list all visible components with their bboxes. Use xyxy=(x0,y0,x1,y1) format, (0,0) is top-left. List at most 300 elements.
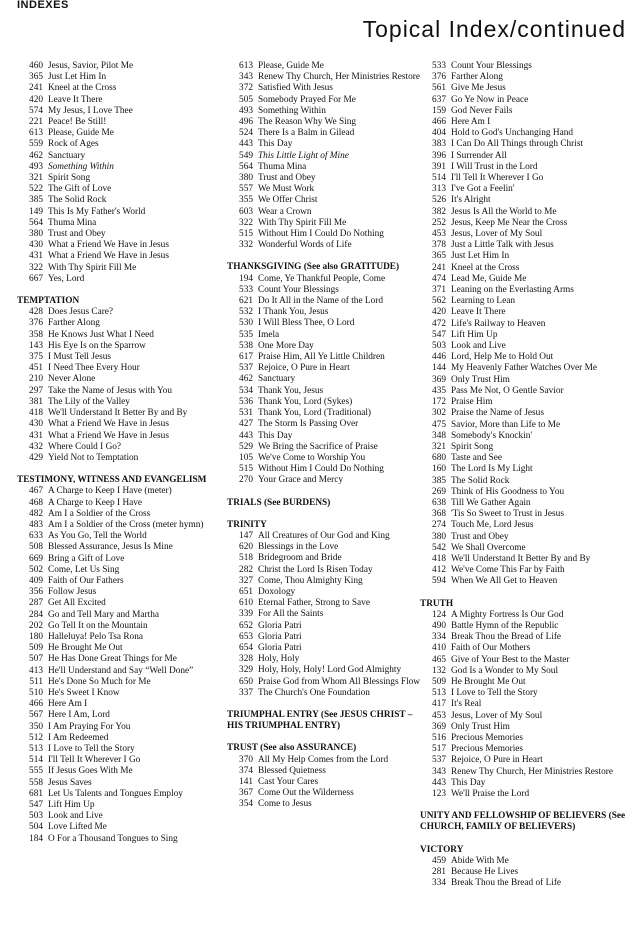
hymn-number: 511 xyxy=(29,676,43,687)
hymn-title: Savior, More than Life to Me xyxy=(451,419,561,430)
index-entry xyxy=(17,307,227,318)
index-entry xyxy=(227,453,420,464)
hymn-title: Trust and Obey xyxy=(258,173,316,184)
hymn-number: 466 xyxy=(432,117,446,128)
index-entry xyxy=(227,621,420,632)
hymn-title: I Am Praying For You xyxy=(48,721,131,732)
index-entry xyxy=(227,330,420,341)
hymn-title: Where Could I Go? xyxy=(48,441,122,452)
index-entry xyxy=(227,61,420,72)
hymn-title: We'll Praise the Lord xyxy=(451,789,530,799)
hymn-title: The Reason Why We Sing xyxy=(258,117,357,128)
index-entry xyxy=(17,139,227,150)
hymn-number: 669 xyxy=(29,553,43,564)
index-entry xyxy=(17,722,227,733)
hymn-number: 427 xyxy=(239,419,253,430)
hymn-title: Faith of Our Mothers xyxy=(451,643,531,654)
index-entry xyxy=(227,587,420,598)
index-entry xyxy=(17,766,227,777)
hymn-title: Peace! Be Still! xyxy=(48,117,107,128)
hymn-number: 507 xyxy=(29,654,43,665)
section-heading: TRIALS (See BURDENS) xyxy=(227,497,331,508)
hymn-title: The Storm Is Passing Over xyxy=(258,419,359,430)
hymn-title: Blessed Quietness xyxy=(258,765,326,776)
index-entry xyxy=(17,598,227,609)
hymn-number: 504 xyxy=(29,822,43,833)
hymn-number: 650 xyxy=(239,676,253,687)
index-entry xyxy=(420,420,627,431)
hymn-title: Lift Him Up xyxy=(451,329,498,340)
index-entry xyxy=(420,655,627,666)
hymn-title: We'll Understand It Better By and By xyxy=(451,553,591,564)
hymn-title: He Brought Me Out xyxy=(451,676,526,687)
hymn-title: As You Go, Tell the World xyxy=(48,531,147,542)
hymn-title: Blessings in the Love xyxy=(258,542,339,553)
index-entry xyxy=(420,397,627,408)
hymn-title: Leave It There xyxy=(451,307,506,318)
hymn-title: Yes, Lord xyxy=(48,273,85,284)
hymn-title: We've Come This Far by Faith xyxy=(451,565,565,576)
hymn-title: This Little Light of Mine xyxy=(258,150,349,161)
hymn-title: Touch Me, Lord Jesus xyxy=(451,520,534,531)
section-heading: VICTORY xyxy=(420,844,464,855)
hymn-title: The Lord Is My Light xyxy=(451,464,533,475)
hymn-title: Holy, Holy, Holy! Lord God Almighty xyxy=(258,665,402,676)
hymn-title: Kneel at the Cross xyxy=(451,262,520,273)
hymn-number: 132 xyxy=(432,665,446,676)
index-entry xyxy=(227,117,420,128)
index-entry xyxy=(17,184,227,195)
hymn-number: 617 xyxy=(239,352,253,363)
hymn-number: 149 xyxy=(29,206,43,217)
hymn-number: 536 xyxy=(239,396,253,407)
hymn-number: 380 xyxy=(432,531,446,542)
hymn-title: Trust and Obey xyxy=(451,531,509,542)
section-heading: TEMPTATION xyxy=(17,296,80,307)
index-entry xyxy=(420,867,627,878)
index-entry xyxy=(227,128,420,139)
index-entry xyxy=(17,744,227,755)
hymn-number: 574 xyxy=(29,105,43,116)
index-entry xyxy=(17,666,227,677)
index-entry xyxy=(17,778,227,789)
hymn-number: 367 xyxy=(239,788,253,799)
hymn-number: 530 xyxy=(239,318,253,329)
hymn-number: 561 xyxy=(432,83,446,94)
hymn-title: Praise the Name of Jesus xyxy=(451,408,544,419)
hymn-number: 105 xyxy=(239,452,253,463)
hymn-number: 667 xyxy=(29,273,43,284)
hymn-number: 505 xyxy=(239,94,253,105)
index-entry xyxy=(420,621,627,632)
hymn-title: Trust and Obey xyxy=(48,229,106,240)
index-entry xyxy=(227,195,420,206)
index-entry xyxy=(17,263,227,274)
index-entry xyxy=(420,677,627,688)
hymn-number: 372 xyxy=(239,83,253,94)
hymn-number: 460 xyxy=(29,61,43,71)
hymn-number: 365 xyxy=(432,251,446,262)
index-entry xyxy=(17,453,227,464)
index-entry xyxy=(17,72,227,83)
index-entry xyxy=(227,677,420,688)
hymn-number: 417 xyxy=(432,699,446,710)
section-heading: TRINITY xyxy=(227,519,267,530)
index-entry xyxy=(17,352,227,363)
hymn-number: 513 xyxy=(432,688,446,699)
hymn-title: Leave It There xyxy=(48,94,103,105)
index-entry xyxy=(420,162,627,173)
index-entry xyxy=(227,173,420,184)
hymn-title: Thuma Mina xyxy=(258,161,307,172)
hymn-number: 515 xyxy=(239,464,253,475)
index-entry xyxy=(17,128,227,139)
index-entry xyxy=(420,699,627,710)
index-entry xyxy=(17,151,227,162)
hymn-title: Love Lifted Me xyxy=(48,822,107,833)
hymn-title: Come, Let Us Sing xyxy=(48,564,120,575)
hymn-number: 465 xyxy=(432,654,446,665)
hymn-number: 370 xyxy=(239,754,253,765)
hymn-title: Imela xyxy=(258,329,280,340)
hymn-title: Faith of Our Fathers xyxy=(48,575,124,586)
hymn-number: 418 xyxy=(432,553,446,564)
index-entry xyxy=(17,621,227,632)
hymn-number: 410 xyxy=(432,643,446,654)
hymn-title: Come, Ye Thankful People, Come xyxy=(258,273,386,284)
hymn-title: Just Let Him In xyxy=(48,72,107,83)
hymn-number: 172 xyxy=(432,397,446,408)
index-entry xyxy=(227,442,420,453)
hymn-number: 418 xyxy=(29,408,43,419)
hymn-number: 613 xyxy=(29,128,43,139)
hymn-number: 274 xyxy=(432,520,446,531)
hymn-number: 380 xyxy=(239,173,253,184)
hymn-title: Doxology xyxy=(258,586,296,597)
hymn-number: 547 xyxy=(29,800,43,810)
index-entry xyxy=(420,151,627,162)
index-entry xyxy=(17,610,227,621)
hymn-number: 365 xyxy=(29,72,43,83)
hymn-title: Count Your Blessings xyxy=(451,61,532,71)
index-entry xyxy=(227,788,420,799)
index-entry xyxy=(17,330,227,341)
hymn-title: Something Within xyxy=(48,161,114,172)
index-entry xyxy=(227,218,420,229)
index-entry xyxy=(420,576,627,587)
hymn-number: 376 xyxy=(432,72,446,83)
hymn-number: 557 xyxy=(239,184,253,195)
index-entry xyxy=(420,554,627,565)
hymn-number: 428 xyxy=(29,307,43,318)
hymn-title: I'll Tell It Wherever I Go xyxy=(48,755,141,766)
index-entry xyxy=(227,229,420,240)
hymn-title: All Creatures of Our God and King xyxy=(258,530,390,541)
hymn-title: He Brought Me Out xyxy=(48,643,123,654)
hymn-title: Precious Memories xyxy=(451,732,524,743)
hymn-number: 382 xyxy=(432,206,446,217)
hymn-number: 380 xyxy=(29,229,43,240)
hymn-title: I Will Bless Thee, O Lord xyxy=(258,318,355,329)
index-entry xyxy=(227,565,420,576)
index-entry xyxy=(17,408,227,419)
index-entry xyxy=(420,666,627,677)
hymn-number: 374 xyxy=(239,765,253,776)
hymn-number: 533 xyxy=(239,284,253,295)
index-entry xyxy=(420,128,627,139)
hymn-number: 529 xyxy=(239,441,253,452)
index-entry xyxy=(17,643,227,654)
hymn-number: 496 xyxy=(239,117,253,128)
hymn-title: Thank You, Jesus xyxy=(258,385,324,396)
hymn-title: Something Within xyxy=(258,105,326,116)
index-entry xyxy=(420,610,627,621)
hymn-title: Hold to God's Unchanging Hand xyxy=(451,128,574,139)
hymn-title: A Charge to Keep I Have (meter) xyxy=(48,486,172,497)
index-entry xyxy=(227,162,420,173)
section-heading: TRIUMPHAL ENTRY (See JESUS CHRIST – HIS TRIUMPHAL ENTRY) xyxy=(227,709,413,732)
hymn-title: He's Sweet I Know xyxy=(48,687,120,698)
hymn-number: 350 xyxy=(29,721,43,732)
hymn-title: Thank You, Lord (Sykes) xyxy=(258,396,353,407)
index-entry xyxy=(420,195,627,206)
hymn-number: 321 xyxy=(432,441,446,452)
hymn-title: I Can Do All Things through Christ xyxy=(451,139,584,150)
index-entry xyxy=(420,711,627,722)
index-entry xyxy=(420,733,627,744)
hymn-title: This Day xyxy=(258,139,293,150)
hymn-number: 420 xyxy=(432,307,446,318)
hymn-number: 337 xyxy=(239,687,253,698)
index-entry xyxy=(227,632,420,643)
hymn-number: 474 xyxy=(432,273,446,284)
hymn-number: 564 xyxy=(239,161,253,172)
index-entry xyxy=(227,643,420,654)
hymn-title: Come to Jesus xyxy=(258,799,312,810)
index-entry xyxy=(420,464,627,475)
hymn-title: All My Help Comes from the Lord xyxy=(258,754,389,765)
hymn-title: His Eye Is on the Sparrow xyxy=(48,340,146,351)
hymn-number: 533 xyxy=(432,61,446,71)
index-entry xyxy=(17,509,227,520)
hymn-title: Please, Guide Me xyxy=(258,61,324,71)
hymn-title: Just Let Him In xyxy=(451,251,510,262)
hymn-number: 329 xyxy=(239,665,253,676)
index-entry xyxy=(420,755,627,766)
hymn-title: The Gift of Love xyxy=(48,184,112,195)
hymn-title: I Must Tell Jesus xyxy=(48,352,111,363)
index-entry xyxy=(17,207,227,218)
hymn-title: The Lily of the Valley xyxy=(48,396,130,407)
hymn-number: 652 xyxy=(239,620,253,631)
hymn-title: Jesus Is All the World to Me xyxy=(451,206,557,217)
hymn-number: 378 xyxy=(432,240,446,251)
hymn-title: Bridegroom and Bride xyxy=(258,553,342,564)
index-entry xyxy=(227,240,420,251)
hymn-title: I Need Thee Every Hour xyxy=(48,363,140,374)
hymn-number: 514 xyxy=(432,173,446,184)
index-entry xyxy=(420,72,627,83)
index-entry xyxy=(17,710,227,721)
hymn-title: Christ the Lord Is Risen Today xyxy=(258,564,373,575)
hymn-number: 284 xyxy=(29,609,43,620)
hymn-title: I Love to Tell the Story xyxy=(48,743,135,754)
hymn-title: One More Day xyxy=(258,340,314,351)
hymn-number: 321 xyxy=(29,173,43,184)
hymn-title: O For a Thousand Tongues to Sing xyxy=(48,833,178,844)
hymn-title: For All the Saints xyxy=(258,609,324,620)
index-entry xyxy=(17,755,227,766)
index-entry xyxy=(420,184,627,195)
hymn-number: 513 xyxy=(29,743,43,754)
index-entry xyxy=(17,699,227,710)
index-entry xyxy=(420,375,627,386)
hymn-number: 549 xyxy=(239,150,253,161)
hymn-number: 269 xyxy=(432,486,446,497)
hymn-title: 'Tis So Sweet to Trust in Jesus xyxy=(451,509,564,520)
hymn-number: 681 xyxy=(29,788,43,799)
hymn-number: 270 xyxy=(239,475,253,486)
hymn-title: Yield Not to Temptation xyxy=(48,452,139,463)
hymn-title: Lead Me, Guide Me xyxy=(451,273,527,284)
index-entry xyxy=(17,733,227,744)
index-entry xyxy=(17,486,227,497)
hymn-title: Please, Guide Me xyxy=(48,128,114,139)
index-entry xyxy=(420,498,627,509)
index-entry xyxy=(420,139,627,150)
hymn-number: 512 xyxy=(29,732,43,743)
hymn-number: 313 xyxy=(432,184,446,195)
index-entry xyxy=(420,117,627,128)
index-entry xyxy=(227,799,420,810)
index-entry xyxy=(227,285,420,296)
hymn-number: 516 xyxy=(432,732,446,743)
hymn-title: This Day xyxy=(258,430,293,441)
hymn-title: What a Friend We Have in Jesus xyxy=(48,240,169,251)
hymn-title: Praise Him, All Ye Little Children xyxy=(258,352,385,363)
index-entry xyxy=(420,341,627,352)
index-entry xyxy=(17,61,227,72)
index-entry xyxy=(420,363,627,374)
hymn-title: Only Trust Him xyxy=(451,374,510,385)
hymn-number: 368 xyxy=(432,509,446,520)
index-entry xyxy=(420,532,627,543)
index-entry xyxy=(17,576,227,587)
hymn-title: Till We Gather Again xyxy=(451,497,531,508)
hymn-number: 524 xyxy=(239,128,253,139)
hymn-title: Jesus Saves xyxy=(48,777,92,788)
hymn-title: He'll Understand and Say “Well Done” xyxy=(48,665,194,676)
hymn-title: Blessed Assurance, Jesus Is Mine xyxy=(48,542,173,553)
index-entry xyxy=(420,643,627,654)
hymn-number: 468 xyxy=(29,497,43,508)
hymn-title: Jesus, Lover of My Soul xyxy=(451,229,543,240)
hymn-number: 538 xyxy=(239,340,253,351)
hymn-title: Renew Thy Church, Her Ministries Restore xyxy=(258,72,420,83)
section-heading: TRUTH xyxy=(420,598,454,609)
hymn-title: Lord, Help Me to Hold Out xyxy=(451,352,554,363)
hymn-number: 503 xyxy=(29,811,43,822)
hymn-title: Get All Excited xyxy=(48,598,106,609)
hymn-title: Halleluya! Pelo Tsa Rona xyxy=(48,631,143,642)
hymn-title: Just a Little Talk with Jesus xyxy=(451,240,554,251)
hymn-title: What a Friend We Have in Jesus xyxy=(48,430,169,441)
hymn-title: Go and Tell Mary and Martha xyxy=(48,609,159,620)
hymn-number: 369 xyxy=(432,374,446,385)
hymn-title: Think of His Goodness to You xyxy=(451,486,565,497)
hymn-number: 620 xyxy=(239,542,253,553)
hymn-title: Abide With Me xyxy=(451,855,509,866)
hymn-number: 462 xyxy=(239,374,253,385)
hymn-number: 371 xyxy=(432,285,446,296)
index-entry xyxy=(17,173,227,184)
index-entry xyxy=(227,83,420,94)
hymn-title: Gloria Patri xyxy=(258,642,302,653)
hymn-number: 483 xyxy=(29,519,43,530)
hymn-number: 443 xyxy=(239,430,253,441)
hymn-number: 462 xyxy=(29,150,43,161)
hymn-number: 446 xyxy=(432,352,446,363)
hymn-number: 522 xyxy=(29,184,43,195)
hymn-title: Never Alone xyxy=(48,374,96,385)
index-entry xyxy=(420,330,627,341)
hymn-number: 431 xyxy=(29,430,43,441)
hymn-number: 396 xyxy=(432,150,446,161)
index-entry xyxy=(420,285,627,296)
hymn-title: This Day xyxy=(451,777,486,788)
hymn-title: Go Tell It on the Mountain xyxy=(48,620,148,631)
hymn-title: Jesus, Savior, Pilot Me xyxy=(48,61,134,71)
hymn-title: If Jesus Goes With Me xyxy=(48,766,133,777)
hymn-number: 281 xyxy=(432,867,446,878)
hymn-number: 517 xyxy=(432,744,446,755)
hymn-title: We Shall Overcome xyxy=(451,542,526,553)
hymn-number: 508 xyxy=(29,542,43,553)
hymn-title: Praise God from Whom All Blessings Flow xyxy=(258,676,421,687)
index-entry xyxy=(420,789,627,800)
index-columns xyxy=(17,61,627,889)
hymn-number: 369 xyxy=(432,721,446,732)
hymn-title: Thuma Mina xyxy=(48,217,97,228)
section-heading: UNITY AND FELLOWSHIP OF BELIEVERS (See CHURCH, FAMILY OF BELIEVERS) xyxy=(420,811,626,833)
hymn-number: 413 xyxy=(29,665,43,676)
index-entry xyxy=(17,83,227,94)
hymn-number: 510 xyxy=(29,687,43,698)
hymn-number: 493 xyxy=(239,105,253,116)
index-entry xyxy=(227,352,420,363)
hymn-number: 210 xyxy=(29,374,43,385)
hymn-title: Go Ye Now in Peace xyxy=(451,94,529,105)
hymn-title: Pass Me Not, O Gentle Savior xyxy=(451,385,564,396)
index-entry xyxy=(17,554,227,565)
hymn-number: 328 xyxy=(239,654,253,665)
index-entry xyxy=(420,632,627,643)
hymn-title: Jesus, Lover of My Soul xyxy=(451,710,543,721)
hymn-number: 459 xyxy=(432,855,446,866)
hymn-title: He Knows Just What I Need xyxy=(48,329,154,340)
index-entry xyxy=(17,218,227,229)
index-entry xyxy=(17,363,227,374)
hymn-number: 409 xyxy=(29,575,43,586)
hymn-title: It's Real xyxy=(451,699,482,710)
index-entry xyxy=(420,263,627,274)
hymn-number: 184 xyxy=(29,833,43,844)
hymn-title: I've Got a Feelin' xyxy=(451,184,515,195)
index-entry xyxy=(420,476,627,487)
index-entry xyxy=(227,274,420,285)
index-entry xyxy=(17,251,227,262)
hymn-number: 490 xyxy=(432,620,446,631)
